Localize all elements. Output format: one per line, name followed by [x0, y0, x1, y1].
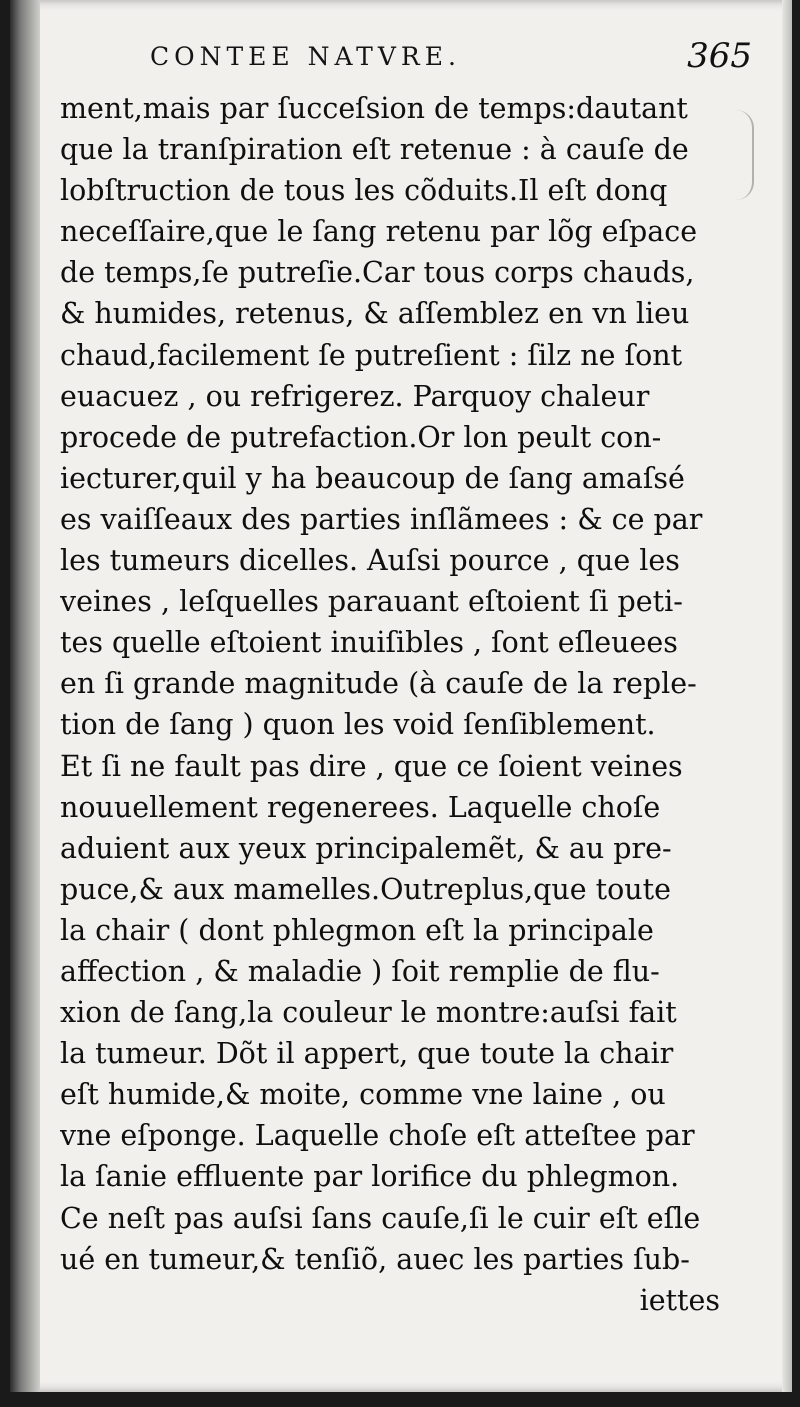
text-line: la tumeur. Dõt il appert, que toute la chair	[60, 1037, 674, 1071]
text-line: procede de putrefaction.Or lon peult con-	[60, 420, 662, 454]
text-line: tes quelle eſtoient inuiſibles , ſont eſleuees	[60, 626, 678, 660]
running-title: CONTEE NATVRE.	[150, 42, 461, 71]
text-line: lobſtruction de tous les cõduits.Il eſt donq	[60, 174, 668, 208]
text-line: neceſſaire,que le ſang retenu par lõg eſpace	[60, 215, 698, 249]
margin-mark	[736, 110, 754, 200]
text-line: que la tranſpiration eſt retenue : à cauſe de	[60, 133, 689, 167]
page-number: 365	[687, 36, 752, 76]
text-line: de temps,ſe putreſie.Car tous corps chauds,	[60, 256, 695, 290]
text-line: la ſanie effluente par lorifice du phlegmon.	[60, 1160, 680, 1194]
text-line: es vaiſſeaux des parties inſlãmees : & ce par	[60, 502, 703, 536]
text-line: les tumeurs dicelles. Auſsi pource , que les	[60, 544, 680, 578]
body-text	[60, 88, 730, 1321]
text-line: euacuez , ou refrigerez. Parquoy chaleur	[60, 379, 650, 413]
text-line: xion de ſang,la couleur le montre:auſsi fait	[60, 996, 677, 1030]
page-header	[120, 36, 752, 80]
text-line: la chair ( dont phlegmon eſt la principale	[60, 913, 654, 947]
text-line: tion de ſang ) quon les void ſenſiblement.	[60, 708, 656, 742]
text-line: en ſi grande magnitude (à cauſe de la reple-	[60, 667, 697, 701]
page-gutter	[10, 0, 40, 1392]
text-line: eſt humide,& moite, comme vne laine , ou	[60, 1078, 666, 1112]
text-line: puce,& aux mamelles.Outreplus,que toute	[60, 872, 671, 906]
book-page	[10, 0, 792, 1392]
text-line: veines , leſquelles parauant eſtoient ſi peti-	[60, 585, 683, 619]
text-line: Ce neſt pas auſsi ſans cauſe,ſi le cuir eſt eſle	[60, 1201, 701, 1235]
text-line: nouuellement regenerees. Laquelle choſe	[60, 790, 661, 824]
text-line: ment,mais par ſucceſsion de temps:dautant	[60, 92, 688, 125]
page-edge	[782, 0, 792, 1392]
text-line: vne eſponge. Laquelle choſe eſt atteſtee par	[60, 1119, 695, 1153]
text-line: iettes	[639, 1283, 720, 1317]
text-line: & humides, retenus, & aſſemblez en vn lieu	[60, 297, 690, 331]
text-line: iecturer,quil y ha beaucoup de ſang amaſsé	[60, 461, 685, 495]
text-line: chaud,facilement ſe putreſient : ſilz ne ſont	[60, 338, 683, 372]
text-line: affection , & maladie ) ſoit remplie de flu-	[60, 954, 660, 988]
text-line: aduient aux yeux principalemẽt, & au pre-	[60, 831, 672, 865]
text-line: Et ſi ne fault pas dire , que ce ſoient veines	[60, 749, 683, 783]
text-line: ué en tumeur,& tenſiõ, auec les parties ſub-	[60, 1242, 690, 1276]
